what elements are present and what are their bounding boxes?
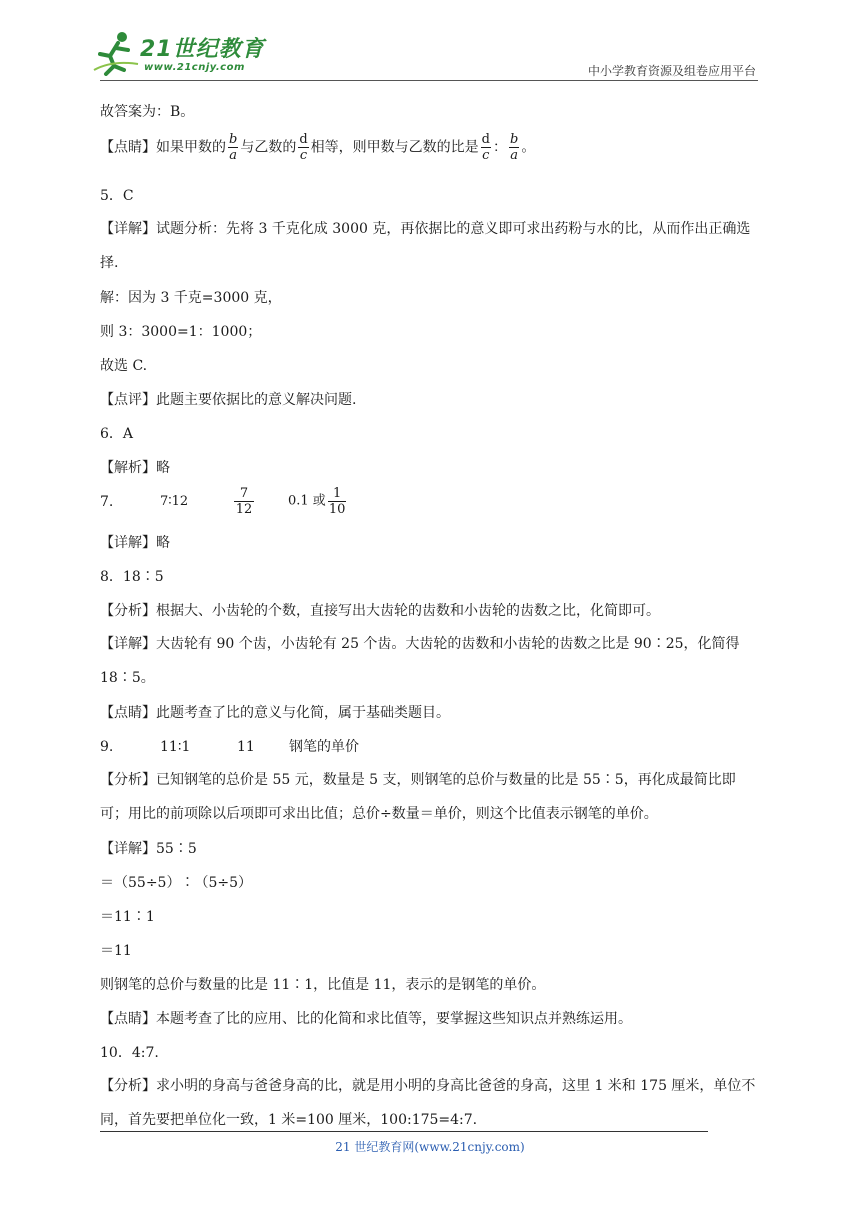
fraction-denominator: c xyxy=(299,148,308,163)
question-number: 8．18∶5 xyxy=(100,569,164,585)
answer-row-9 xyxy=(100,737,359,757)
text-line: ＝11∶1 xyxy=(100,909,155,925)
fraction-numerator: b xyxy=(509,132,519,147)
text-line-fractions xyxy=(100,132,535,163)
text-line: 【解析】略 xyxy=(100,460,170,476)
question-number: 5．C xyxy=(100,188,134,204)
text-line: 则钢笔的总价与数量的比是 11∶1，比值是 11，表示的是钢笔的单价。 xyxy=(100,977,546,993)
fraction-denominator: 10 xyxy=(328,502,346,517)
text-line: 【分析】根据大、小齿轮的个数，直接写出大齿轮的齿数和小齿轮的齿数之比，化简即可。 xyxy=(100,603,660,619)
fraction xyxy=(481,132,491,163)
footer-divider xyxy=(100,1131,708,1132)
question-number: 6．A xyxy=(100,426,134,442)
runner-logo-icon xyxy=(92,30,142,76)
header-divider xyxy=(100,80,758,81)
logo-url: www.21cnjy.com xyxy=(144,62,245,73)
footer-link[interactable]: 21 世纪教育网(www.21cnjy.com) xyxy=(335,1140,525,1154)
site-logo xyxy=(92,30,267,80)
text-paragraph: 【分析】已知钢笔的总价是 55 元，数量是 5 支，则钢笔的总价与数量的比是 55∶5，再化成最简比即可；用比的前项除以后项即可求出比值；总价÷数量＝单价，则这个比值表示钢笔的单价。 xyxy=(100,772,736,822)
text-paragraph: 【分析】求小明的身高与爸爸身高的比，就是用小明的身高比爸爸的身高，这里 1 米和 175 厘米，单位不同，首先要把单位化一致，1 米=100 厘米，100:175=4:7. xyxy=(100,1078,756,1128)
fraction-numerator: b xyxy=(229,132,238,147)
fraction-numerator: d xyxy=(481,132,490,147)
question-number: 7. xyxy=(100,493,114,510)
fraction-denominator: a xyxy=(229,148,238,163)
fraction-numerator: 7 xyxy=(234,486,254,502)
text-segment: ： xyxy=(492,139,507,156)
text-line: ＝11 xyxy=(100,943,132,959)
fraction-numerator: 1 xyxy=(328,486,347,502)
page-header xyxy=(0,0,860,90)
text-segment: 相等，则甲数与乙数的比是 xyxy=(310,139,479,156)
answer-text: 钢笔的单价 xyxy=(289,739,359,755)
logo-text: 21世纪教育 xyxy=(140,37,265,62)
text-line: 故答案为：B。 xyxy=(100,104,195,120)
answer-row-7 xyxy=(100,486,348,517)
answer-ratio: 11∶1 xyxy=(160,739,191,755)
text-segment: 与乙数的 xyxy=(240,139,297,156)
answer-value: 11 xyxy=(237,739,255,755)
fraction xyxy=(228,132,238,163)
text-line: 【点评】此题主要依据比的意义解决问题. xyxy=(100,392,357,408)
text-paragraph: 【详解】试题分析：先将 3 千克化成 3000 克，再依据比的意义即可求出药粉与水的比，从而作出正确选择. xyxy=(100,221,751,271)
text-line: 【详解】55∶5 xyxy=(100,841,197,857)
text-line: 【点睛】此题考查了比的意义与化简，属于基础类题目。 xyxy=(100,705,450,721)
answer-text: 0.1 或 xyxy=(288,493,326,509)
text-paragraph: 【详解】大齿轮有 90 个齿，小齿轮有 25 个齿。大齿轮的齿数和小齿轮的齿数之比是 90∶25，化简得 18∶5。 xyxy=(100,636,740,686)
fraction xyxy=(298,132,308,163)
text-line: 故选 C. xyxy=(100,358,148,374)
text-line: 【点睛】本题考查了比的应用、比的化简和求比值等，要掌握这些知识点并熟练运用。 xyxy=(100,1011,632,1027)
text-segment: 【点睛】如果甲数的 xyxy=(100,139,226,156)
fraction xyxy=(234,486,286,517)
question-number: 9. xyxy=(100,739,114,755)
fraction-denominator: 12 xyxy=(235,502,253,517)
text-line: ＝（55÷5）∶（5÷5） xyxy=(100,875,252,891)
fraction xyxy=(509,132,519,163)
text-segment: 。 xyxy=(521,139,536,156)
text-line: 则 3：3000=1：1000； xyxy=(100,324,262,340)
answer-ratio: 7∶12 xyxy=(160,493,189,509)
text-line: 【详解】略 xyxy=(100,535,170,551)
header-platform-name: 中小学教育资源及组卷应用平台 xyxy=(587,64,756,78)
question-number: 10．4:7. xyxy=(100,1045,159,1061)
fraction-denominator: a xyxy=(510,148,519,163)
fraction xyxy=(328,486,347,517)
fraction-denominator: c xyxy=(482,148,490,163)
fraction-numerator: d xyxy=(299,132,308,147)
text-line: 解：因为 3 千克=3000 克， xyxy=(100,290,282,306)
